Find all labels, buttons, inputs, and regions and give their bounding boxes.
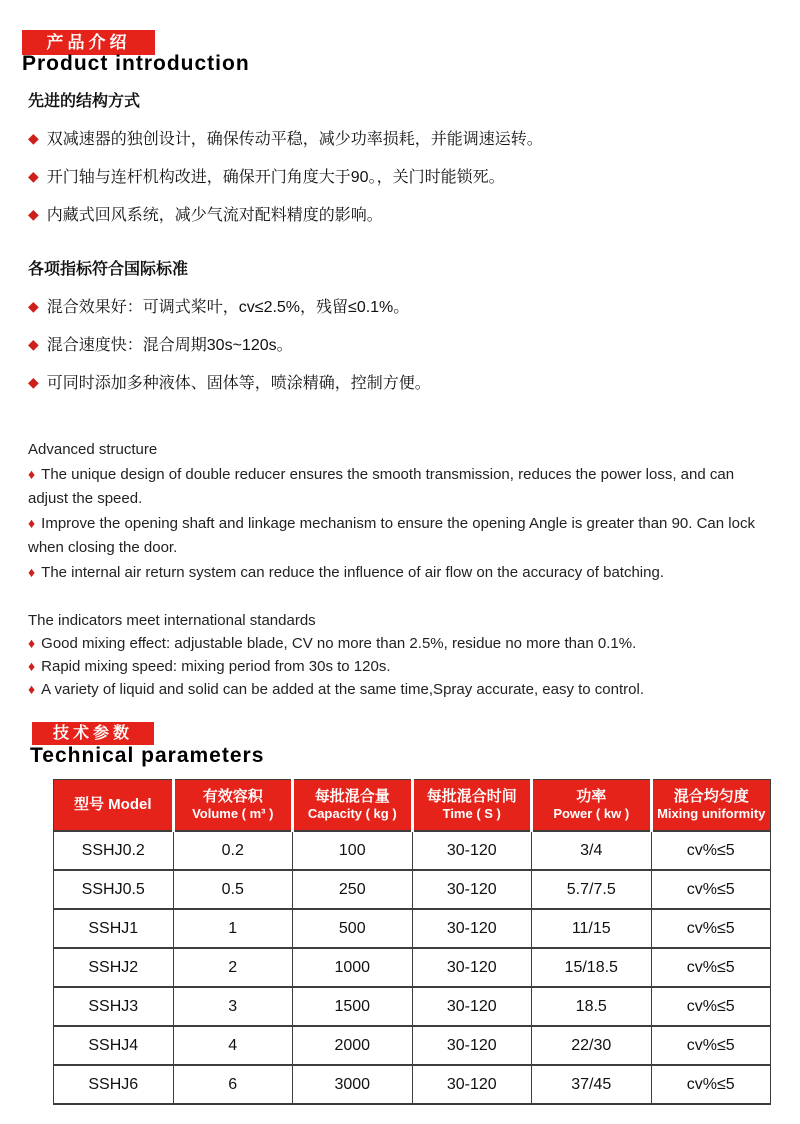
cell-model: SSHJ0.5 <box>54 870 174 909</box>
cell-capacity: 3000 <box>293 1065 413 1104</box>
cell-time: 30-120 <box>412 909 532 948</box>
cell-model: SSHJ4 <box>54 1026 174 1065</box>
header-volume <box>173 780 293 832</box>
tech-params-badge: 技术参数 <box>32 722 154 745</box>
diamond-bullet-icon: ◆ <box>28 298 39 314</box>
cell-capacity: 100 <box>293 831 413 870</box>
cell-volume: 4 <box>173 1026 293 1065</box>
diamond-bullet-icon: ♦ <box>28 564 36 580</box>
diamond-bullet-icon: ♦ <box>28 658 36 674</box>
diamond-bullet-icon: ◆ <box>28 336 39 352</box>
cn-structure-bullet <box>28 168 772 187</box>
header-cn-label: 混合均匀度 <box>673 788 749 805</box>
cell-capacity: 1000 <box>293 948 413 987</box>
bullet-text: 双减速器的独创设计，确保传动平稳，减少功率损耗，并能调速运转。 <box>46 131 543 148</box>
tech-params-title: Technical parameters <box>30 744 265 767</box>
cell-volume: 0.2 <box>173 831 293 870</box>
cn-structure-bullet <box>28 130 772 149</box>
en-structure-bullet <box>28 462 776 511</box>
bullet-text: 开门轴与连杆机构改进，确保开门角度大于90。，关门时能锁死。 <box>46 169 505 186</box>
diamond-bullet-icon: ♦ <box>28 681 36 697</box>
table-row <box>54 831 771 870</box>
header-cn-label: 型号 Model <box>74 796 152 813</box>
cell-time: 30-120 <box>412 870 532 909</box>
diamond-bullet-icon: ◆ <box>28 206 39 222</box>
header-model <box>54 780 174 832</box>
cell-uniformity: cv%≤5 <box>651 1026 771 1065</box>
cell-power: 22/30 <box>532 1026 652 1065</box>
bullet-text: The internal air return system can reduce the influence of air flow on the accuracy of batching. <box>41 564 664 581</box>
cn-standards-bullet <box>28 298 772 317</box>
header-en-label: Capacity ( kg ) <box>307 806 397 821</box>
header-en-label: Power ( kw ) <box>553 806 630 821</box>
cell-time: 30-120 <box>412 1026 532 1065</box>
cn-standards-section <box>28 261 772 412</box>
table-row <box>54 870 771 909</box>
en-standards-bullet <box>28 678 776 701</box>
product-intro-badge: 产品介绍 <box>22 30 155 55</box>
cn-standards-heading: 各项指标符合国际标准 <box>28 261 189 278</box>
bullet-text: The unique design of double reducer ensures the smooth transmission, reduces the power loss, and can adjust the speed. <box>28 466 735 507</box>
spec-table <box>53 779 771 1105</box>
cell-model: SSHJ2 <box>54 948 174 987</box>
table-row <box>54 1026 771 1065</box>
table-header-row <box>54 780 771 832</box>
cell-volume: 0.5 <box>173 870 293 909</box>
en-standards-bullet <box>28 655 776 678</box>
bullet-text: Improve the opening shaft and linkage mechanism to ensure the opening Angle is greater than 90. Can lock when closing the door. <box>28 515 755 556</box>
cell-power: 18.5 <box>532 987 652 1026</box>
cell-uniformity: cv%≤5 <box>651 1065 771 1104</box>
header-cn-label: 功率 <box>576 788 607 805</box>
diamond-bullet-icon: ◆ <box>28 374 39 390</box>
en-standards-section <box>28 609 776 701</box>
header-capacity <box>293 780 413 832</box>
cn-standards-bullet <box>28 374 772 393</box>
header-en-label: Mixing uniformity <box>657 806 766 821</box>
header-uniformity <box>651 780 771 832</box>
cell-uniformity: cv%≤5 <box>651 987 771 1026</box>
bullet-text: Rapid mixing speed: mixing period from 30s to 120s. <box>41 658 391 675</box>
header-power <box>532 780 652 832</box>
cell-time: 30-120 <box>412 948 532 987</box>
cell-capacity: 500 <box>293 909 413 948</box>
en-structure-section <box>28 438 776 585</box>
cell-power: 11/15 <box>532 909 652 948</box>
bullet-text: 可同时添加多种液体、固体等，喷涂精确，控制方便。 <box>46 375 431 392</box>
cell-time: 30-120 <box>412 831 532 870</box>
bullet-text: A variety of liquid and solid can be added at the same time,Spray accurate, easy to control. <box>41 681 644 698</box>
cell-power: 3/4 <box>532 831 652 870</box>
cell-capacity: 2000 <box>293 1026 413 1065</box>
product-intro-title: Product introduction <box>22 52 250 75</box>
en-standards-heading: The indicators meet international standards <box>28 612 316 629</box>
cell-time: 30-120 <box>412 987 532 1026</box>
cn-structure-bullet <box>28 206 772 225</box>
cell-model: SSHJ3 <box>54 987 174 1026</box>
diamond-bullet-icon: ◆ <box>28 130 39 146</box>
cell-capacity: 250 <box>293 870 413 909</box>
table-row <box>54 948 771 987</box>
cn-structure-heading: 先进的结构方式 <box>28 93 141 110</box>
cell-uniformity: cv%≤5 <box>651 870 771 909</box>
en-structure-bullet <box>28 511 776 560</box>
diamond-bullet-icon: ♦ <box>28 466 36 482</box>
header-en-label: Volume ( m³ ) <box>192 806 274 821</box>
bullet-text: 内藏式回风系统，减少气流对配料精度的影响。 <box>46 207 383 224</box>
cell-uniformity: cv%≤5 <box>651 909 771 948</box>
bullet-text: Good mixing effect: adjustable blade, CV no more than 2.5%, residue no more than 0.1%. <box>41 635 637 652</box>
cn-structure-section <box>28 93 772 244</box>
en-standards-bullet <box>28 632 776 655</box>
table-row <box>54 909 771 948</box>
technical-parameters-table <box>53 779 771 1105</box>
diamond-bullet-icon: ◆ <box>28 168 39 184</box>
cell-power: 37/45 <box>532 1065 652 1104</box>
cell-power: 15/18.5 <box>532 948 652 987</box>
diamond-bullet-icon: ♦ <box>28 515 36 531</box>
header-cn-label: 每批混合量 <box>314 788 390 805</box>
cell-model: SSHJ6 <box>54 1065 174 1104</box>
cell-uniformity: cv%≤5 <box>651 831 771 870</box>
cell-volume: 1 <box>173 909 293 948</box>
cell-capacity: 1500 <box>293 987 413 1026</box>
header-cn-label: 每批混合时间 <box>426 788 517 805</box>
cell-time: 30-120 <box>412 1065 532 1104</box>
header-cn-label: 有效容积 <box>202 788 263 805</box>
diamond-bullet-icon: ♦ <box>28 635 36 651</box>
bullet-text: 混合效果好：可调式桨叶，cv≤2.5%，残留≤0.1%。 <box>46 299 410 316</box>
en-structure-heading: Advanced structure <box>28 441 158 458</box>
cell-model: SSHJ1 <box>54 909 174 948</box>
cell-uniformity: cv%≤5 <box>651 948 771 987</box>
cell-volume: 2 <box>173 948 293 987</box>
table-row <box>54 1065 771 1104</box>
table-row <box>54 987 771 1026</box>
en-structure-bullet <box>28 560 776 585</box>
cell-power: 5.7/7.5 <box>532 870 652 909</box>
bullet-text: 混合速度快：混合周期30s~120s。 <box>46 337 293 354</box>
cell-volume: 3 <box>173 987 293 1026</box>
header-en-label: Time ( S ) <box>442 806 501 821</box>
header-time <box>412 780 532 832</box>
cell-volume: 6 <box>173 1065 293 1104</box>
cell-model: SSHJ0.2 <box>54 831 174 870</box>
cn-standards-bullet <box>28 336 772 355</box>
